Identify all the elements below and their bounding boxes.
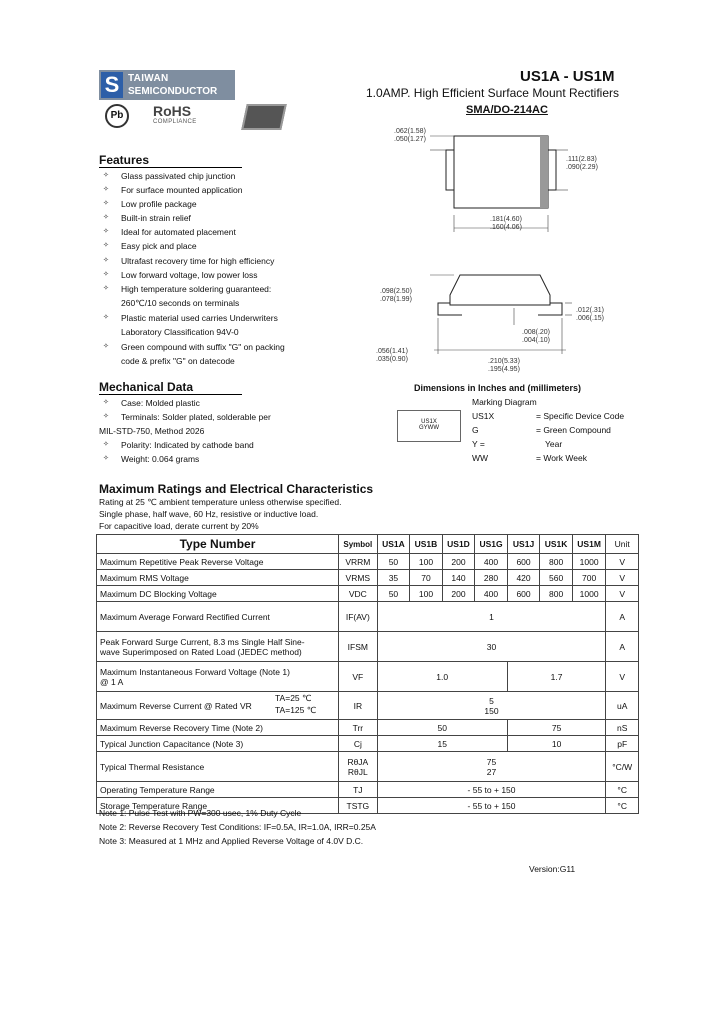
value-line: 75 bbox=[486, 756, 497, 767]
param-symbol: TJ bbox=[339, 782, 378, 798]
feature-item: ✧ Low profile package bbox=[99, 197, 339, 211]
value-cell: 280 bbox=[475, 570, 508, 586]
table-row bbox=[97, 752, 639, 782]
dim-value: .210(5.33) bbox=[488, 358, 520, 365]
value-cell: 30 bbox=[377, 632, 606, 662]
logo-text-line1: TAIWAN bbox=[128, 73, 169, 84]
features-title: Features bbox=[99, 153, 150, 167]
param-name bbox=[97, 662, 339, 692]
footnote: Note 3: Measured at 1 MHz and Applied Reverse Voltage of 4.0V D.C. bbox=[99, 836, 364, 846]
header-cell: US1G bbox=[475, 535, 508, 554]
value-cell: 400 bbox=[475, 586, 508, 602]
dim-overall-length bbox=[488, 358, 520, 374]
dim-value: .098(2.50) bbox=[380, 288, 412, 295]
feature-item: ✧ For surface mounted application bbox=[99, 183, 339, 197]
value-line: 150 bbox=[484, 705, 499, 716]
value-line: 27 bbox=[486, 766, 497, 777]
dim-body-length bbox=[490, 216, 522, 232]
marking-code: US1X bbox=[472, 411, 495, 421]
rohs-compliance: COMPLIANCE bbox=[153, 119, 197, 125]
table-row bbox=[97, 586, 639, 602]
pb-free-badge: Pb bbox=[105, 104, 129, 128]
param-line: Maximum Instantaneous Forward Voltage (Note 1) bbox=[100, 666, 290, 677]
dim-value: .195(4.95) bbox=[488, 366, 520, 373]
param-symbol: TSTG bbox=[339, 798, 378, 814]
feature-item: ✧ Green compound with suffix "G" on packing bbox=[99, 340, 339, 354]
param-symbol: VRRM bbox=[339, 554, 378, 570]
dim-lead-width bbox=[394, 128, 426, 144]
param-symbol: VRMS bbox=[339, 570, 378, 586]
feature-item: ✧ High temperature soldering guaranteed: bbox=[99, 282, 339, 296]
unit-cell: V bbox=[606, 554, 639, 570]
param-name bbox=[97, 632, 339, 662]
value-line: 5 bbox=[489, 695, 494, 706]
symbol-line: RθJL bbox=[347, 766, 368, 777]
unit-cell: pF bbox=[606, 736, 639, 752]
feature-item-cont: 260℃/10 seconds on terminals bbox=[121, 297, 240, 308]
table-header bbox=[97, 535, 639, 554]
param-symbol: VF bbox=[339, 662, 378, 692]
dim-value: .090(2.29) bbox=[566, 164, 598, 171]
value-cell: 560 bbox=[540, 570, 573, 586]
mech-item-cont: MIL-STD-750, Method 2026 bbox=[99, 426, 205, 437]
header-cell: US1J bbox=[507, 535, 540, 554]
dim-value: .160(4.06) bbox=[490, 224, 522, 231]
dim-value: .078(1.99) bbox=[380, 296, 412, 303]
value-cell: 100 bbox=[410, 586, 443, 602]
table-row bbox=[97, 570, 639, 586]
features-underline bbox=[99, 167, 242, 168]
unit-cell: °C bbox=[606, 782, 639, 798]
table-row bbox=[97, 736, 639, 752]
marking-title: Marking Diagram bbox=[472, 397, 537, 407]
dim-value: .181(4.60) bbox=[490, 216, 522, 223]
feature-item-cont: Laboratory Classification 94V-0 bbox=[121, 327, 239, 338]
mechanical-underline bbox=[99, 394, 242, 395]
table-row bbox=[97, 602, 639, 632]
table-row bbox=[97, 692, 639, 720]
header-cell: Unit bbox=[606, 535, 639, 554]
header-cell: US1D bbox=[442, 535, 475, 554]
table-row bbox=[97, 554, 639, 570]
rating-note: Single phase, half wave, 60 Hz, resistive or inductive load. bbox=[99, 509, 319, 519]
dim-value: .056(1.41) bbox=[376, 348, 408, 355]
feature-item: ✧ Ideal for automated placement bbox=[99, 225, 339, 239]
param-name bbox=[97, 692, 339, 720]
dim-height bbox=[380, 288, 412, 304]
value-cell bbox=[377, 752, 606, 782]
marking-desc: = Green Compound bbox=[536, 425, 611, 435]
dim-value: .006(.15) bbox=[576, 315, 605, 322]
logo-text-line2: SEMICONDUCTOR bbox=[128, 86, 218, 97]
value-cell bbox=[377, 692, 606, 720]
table-row bbox=[97, 782, 639, 798]
mech-item: ✧ Case: Molded plastic bbox=[99, 396, 339, 410]
header-cell: US1K bbox=[540, 535, 573, 554]
value-cell: 100 bbox=[410, 554, 443, 570]
mechanical-list bbox=[99, 396, 339, 466]
param-name: Maximum DC Blocking Voltage bbox=[97, 586, 339, 602]
mech-item: ✧ Polarity: Indicated by cathode band bbox=[99, 438, 339, 452]
header-cell: Symbol bbox=[339, 535, 378, 554]
table-row bbox=[97, 632, 639, 662]
marking-desc: Year bbox=[545, 439, 563, 449]
header-cell: US1B bbox=[410, 535, 443, 554]
marking-box-line: US1X bbox=[421, 419, 437, 425]
dim-value: .035(0.90) bbox=[376, 356, 408, 363]
logo-symbol: S bbox=[101, 72, 123, 98]
dim-lead-length bbox=[376, 348, 408, 364]
param-symbol: VDC bbox=[339, 586, 378, 602]
mechanical-title: Mechanical Data bbox=[99, 380, 194, 394]
marking-code: WW bbox=[472, 453, 489, 463]
param-name: Maximum Repetitive Peak Reverse Voltage bbox=[97, 554, 339, 570]
rohs-logo: RoHS bbox=[153, 103, 192, 119]
value-cell: 420 bbox=[507, 570, 540, 586]
param-symbol: Cj bbox=[339, 736, 378, 752]
marking-code: Y = bbox=[472, 439, 485, 449]
unit-cell: V bbox=[606, 586, 639, 602]
param-line: Peak Forward Surge Current, 8.3 ms Single Half Sine- bbox=[100, 636, 305, 647]
feature-item: ✧ Glass passivated chip junction bbox=[99, 169, 339, 183]
param-name: Maximum Reverse Recovery Time (Note 2) bbox=[97, 720, 339, 736]
value-cell: 800 bbox=[540, 554, 573, 570]
chip-image bbox=[241, 104, 287, 130]
marking-desc: = Specific Device Code bbox=[536, 411, 625, 421]
unit-cell: °C/W bbox=[606, 752, 639, 782]
marking-box-line: GYWW bbox=[419, 425, 439, 431]
value-cell: - 55 to + 150 bbox=[377, 782, 606, 798]
symbol-line: RθJA bbox=[347, 756, 369, 767]
marking-box bbox=[397, 410, 461, 442]
ratings-title: Maximum Ratings and Electrical Characteristics bbox=[99, 482, 374, 496]
features-list bbox=[99, 169, 339, 368]
marking-code: G bbox=[472, 425, 479, 435]
unit-cell: A bbox=[606, 632, 639, 662]
value-cell: 70 bbox=[410, 570, 443, 586]
param-symbol: IF(AV) bbox=[339, 602, 378, 632]
feature-item: ✧ Easy pick and place bbox=[99, 239, 339, 253]
dim-value: .062(1.58) bbox=[394, 128, 426, 135]
param-name: Storage Temperature Range bbox=[97, 798, 339, 814]
feature-item-cont: code & prefix "G" on datecode bbox=[121, 356, 235, 367]
value-cell: 400 bbox=[475, 554, 508, 570]
unit-cell: A bbox=[606, 602, 639, 632]
value-cell: 140 bbox=[442, 570, 475, 586]
value-cell: 1000 bbox=[572, 586, 606, 602]
value-cell: 10 bbox=[507, 736, 606, 752]
param-name: Operating Temperature Range bbox=[97, 782, 339, 798]
unit-cell: °C bbox=[606, 798, 639, 814]
param-symbol: IFSM bbox=[339, 632, 378, 662]
value-cell: 600 bbox=[507, 554, 540, 570]
test-condition: TA=125 ℃ bbox=[275, 705, 317, 715]
footnote: Note 2: Reverse Recovery Test Conditions: IF=0.5A, IR=1.0A, IRR=0.25A bbox=[99, 822, 376, 832]
param-line: Maximum Reverse Current @ Rated VR bbox=[100, 700, 252, 711]
value-cell: - 55 to + 150 bbox=[377, 798, 606, 814]
param-line: @ 1 A bbox=[100, 676, 124, 687]
value-cell: 50 bbox=[377, 554, 410, 570]
footnote: Note 1: Pulse Test with PW=300 usec, 1% Duty Cycle bbox=[99, 808, 302, 818]
param-line: wave Superimposed on Rated Load (JEDEC method) bbox=[100, 646, 302, 657]
header-cell: Type Number bbox=[97, 535, 339, 554]
part-title: US1A - US1M bbox=[520, 68, 615, 85]
unit-cell: nS bbox=[606, 720, 639, 736]
dim-value: .012(.31) bbox=[576, 307, 605, 314]
param-symbol: Trr bbox=[339, 720, 378, 736]
dim-value: .111(2.83) bbox=[566, 156, 597, 163]
value-cell: 700 bbox=[572, 570, 606, 586]
value-cell: 800 bbox=[540, 586, 573, 602]
product-subtitle: 1.0AMP. High Efficient Surface Mount Rectifiers bbox=[366, 86, 620, 100]
param-name: Maximum Average Forward Rectified Current bbox=[97, 602, 339, 632]
param-name: Typical Thermal Resistance bbox=[97, 752, 339, 782]
unit-cell: V bbox=[606, 662, 639, 692]
param-name: Typical Junction Capacitance (Note 3) bbox=[97, 736, 339, 752]
feature-item: ✧ Plastic material used carries Underwriters bbox=[99, 311, 339, 325]
rating-note: For capacitive load, derate current by 20% bbox=[99, 521, 259, 531]
dim-value: .004(.10) bbox=[522, 337, 551, 344]
unit-cell: V bbox=[606, 570, 639, 586]
rating-note: Rating at 25 ℃ ambient temperature unless otherwise specified. bbox=[99, 497, 342, 507]
dim-standoff bbox=[522, 329, 550, 345]
dim-value: .008(.20) bbox=[522, 329, 551, 336]
dim-value: .050(1.27) bbox=[394, 136, 426, 143]
value-cell: 1 bbox=[377, 602, 606, 632]
version-label: Version:G11 bbox=[529, 864, 576, 874]
value-cell: 35 bbox=[377, 570, 410, 586]
dim-body-width bbox=[566, 156, 598, 172]
value-cell: 200 bbox=[442, 586, 475, 602]
value-cell: 50 bbox=[377, 720, 507, 736]
value-cell: 1000 bbox=[572, 554, 606, 570]
value-cell: 600 bbox=[507, 586, 540, 602]
dim-lead-thickness bbox=[576, 307, 604, 323]
param-symbol: IR bbox=[339, 692, 378, 720]
mech-item: ✧ Terminals: Solder plated, solderable per bbox=[99, 410, 339, 424]
package-name: SMA/DO-214AC bbox=[466, 104, 548, 116]
param-name: Maximum RMS Voltage bbox=[97, 570, 339, 586]
test-condition: TA=25 ℃ bbox=[275, 693, 312, 703]
feature-item: ✧ Ultrafast recovery time for high efficiency bbox=[99, 254, 339, 268]
marking-desc: = Work Week bbox=[536, 453, 587, 463]
table-row bbox=[97, 720, 639, 736]
value-cell: 15 bbox=[377, 736, 507, 752]
value-cell: 50 bbox=[377, 586, 410, 602]
param-symbol bbox=[339, 752, 378, 782]
value-cell: 75 bbox=[507, 720, 606, 736]
header-cell: US1M bbox=[572, 535, 606, 554]
feature-item: ✧ Low forward voltage, low power loss bbox=[99, 268, 339, 282]
value-cell: 1.7 bbox=[507, 662, 606, 692]
dimensions-caption: Dimensions in Inches and (millimeters) bbox=[414, 383, 582, 393]
header-cell: US1A bbox=[377, 535, 410, 554]
unit-cell: uA bbox=[606, 692, 639, 720]
feature-item: ✧ Built-in strain relief bbox=[99, 211, 339, 225]
table-row bbox=[97, 662, 639, 692]
value-cell: 1.0 bbox=[377, 662, 507, 692]
value-cell: 200 bbox=[442, 554, 475, 570]
mech-item: ✧ Weight: 0.064 grams bbox=[99, 452, 339, 466]
characteristics-table bbox=[96, 534, 639, 814]
